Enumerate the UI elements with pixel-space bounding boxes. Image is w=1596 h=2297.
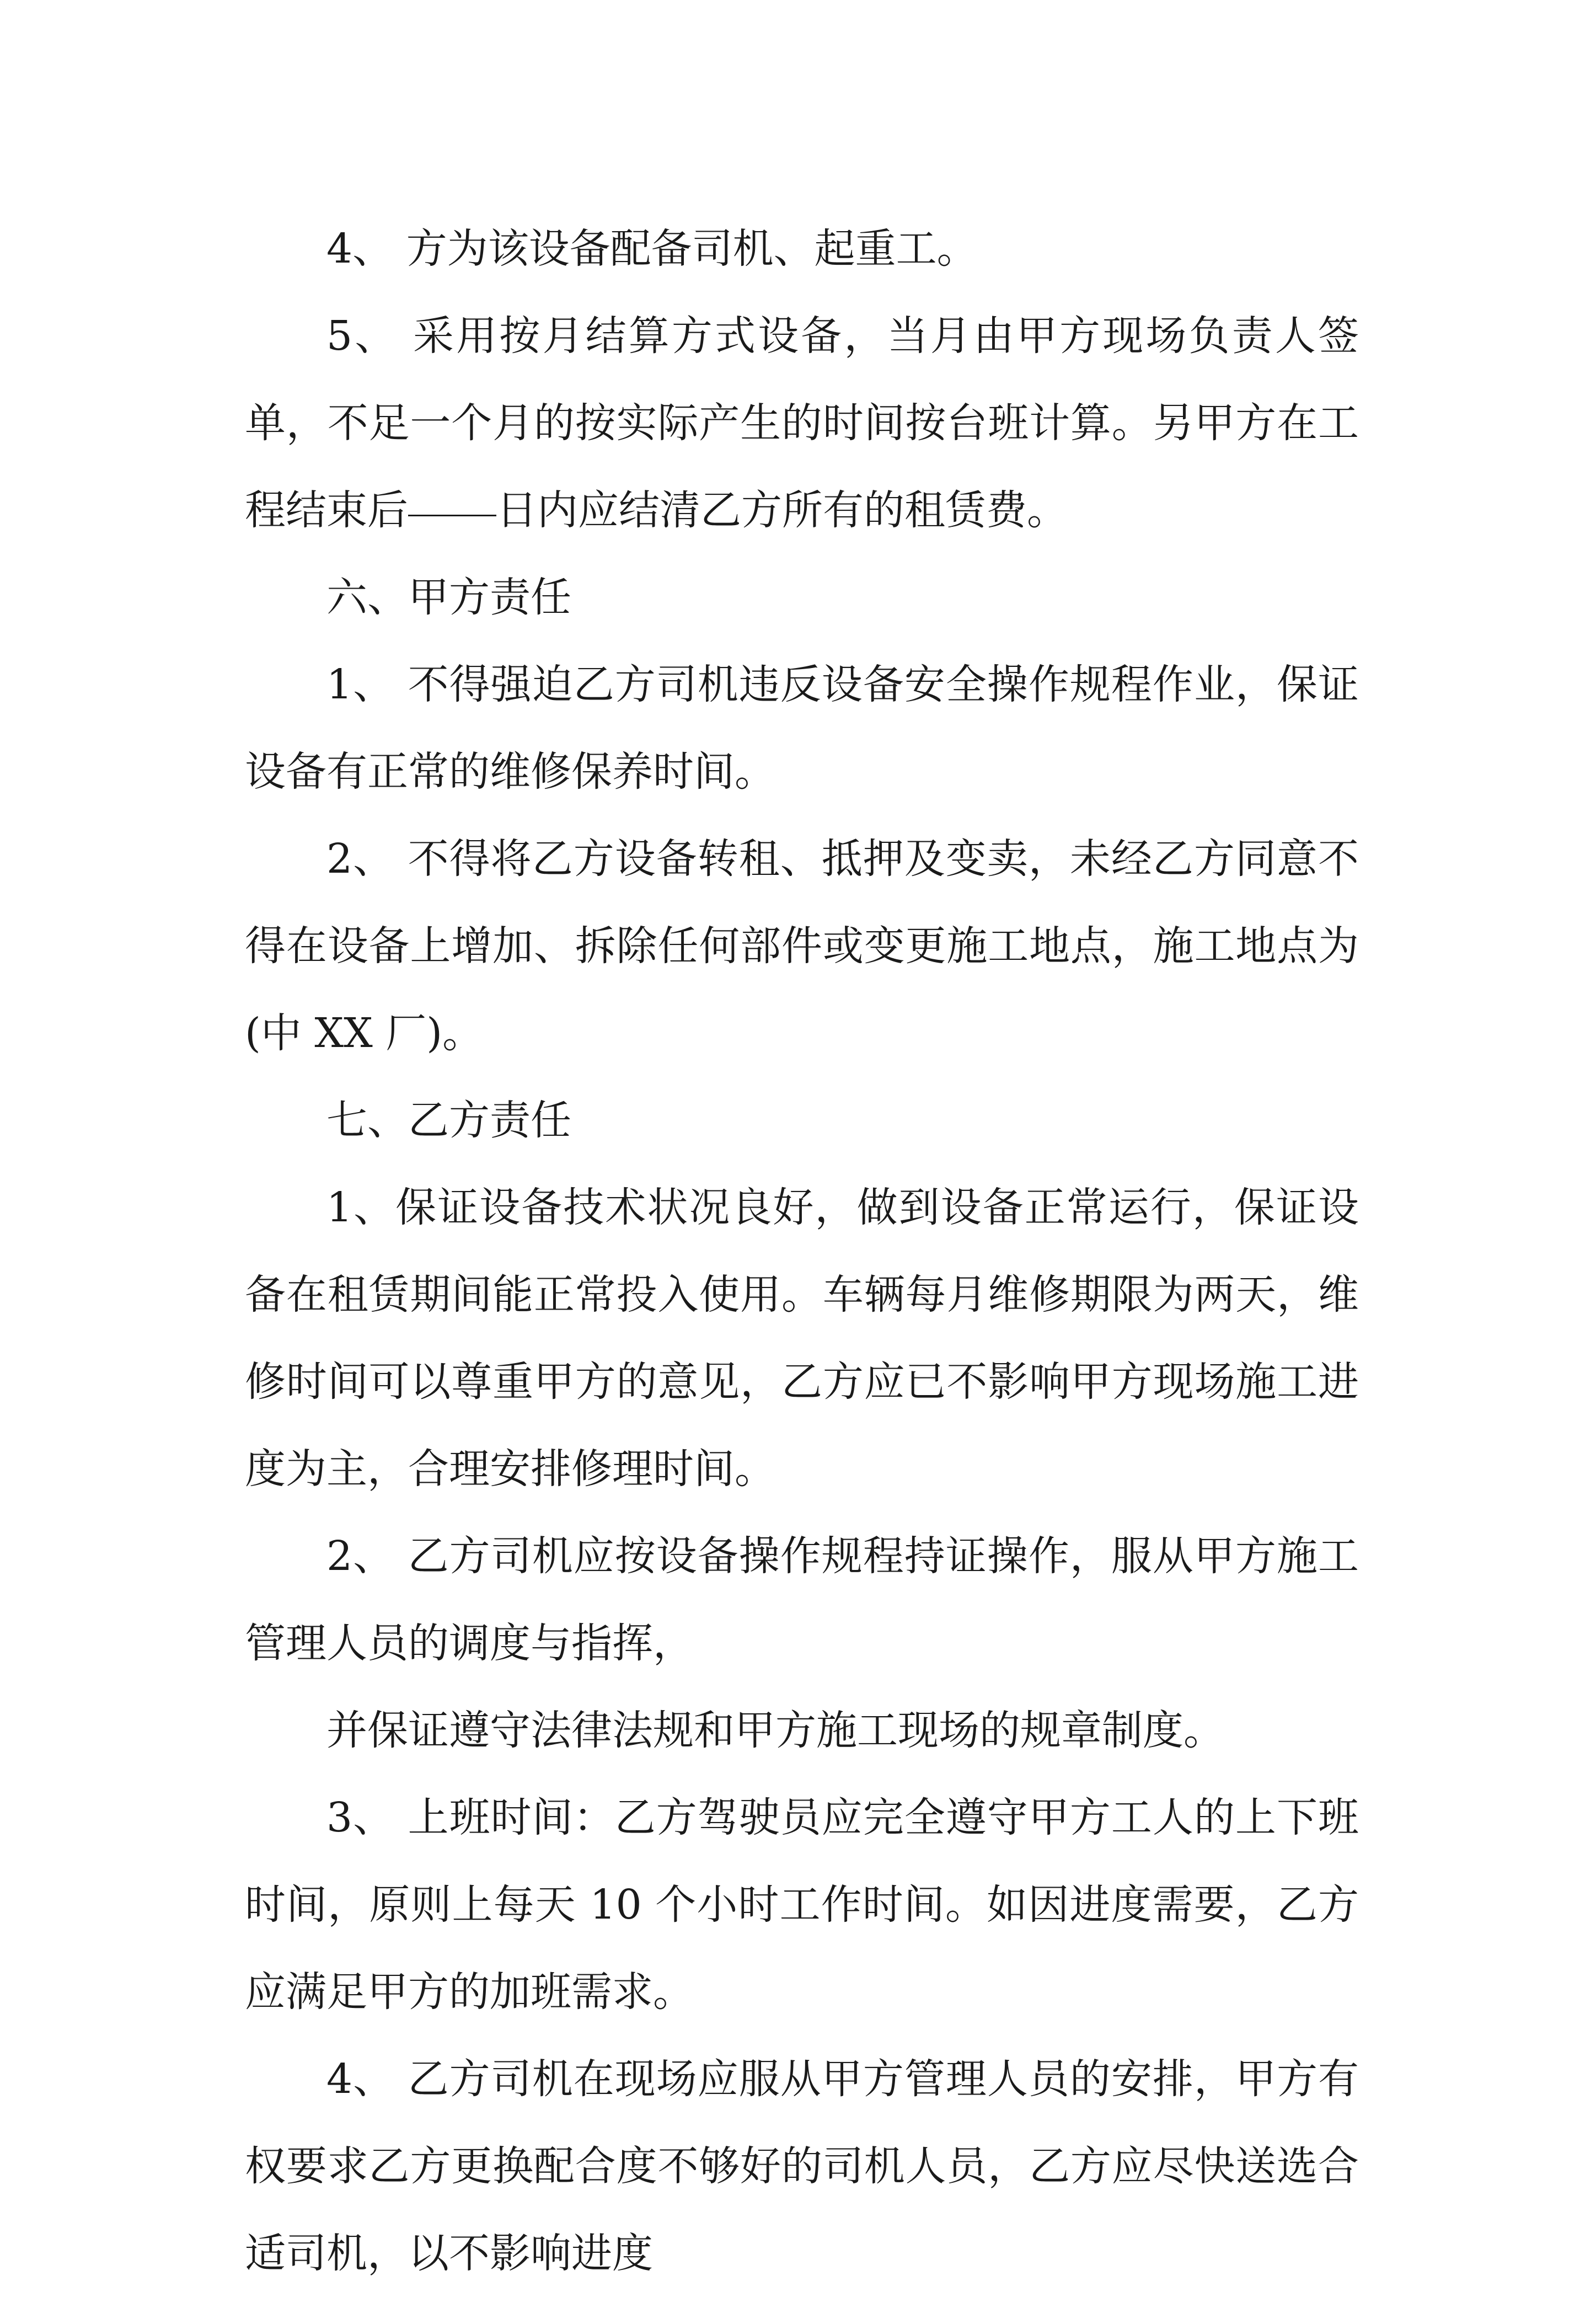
paragraph-party-b-3: 3、 上班时间：乙方驾驶员应完全遵守甲方工人的上下班时间，原则上每天 10 个小时工作时间。如因进度需要，乙方应满足甲方的加班需求。 [245, 1794, 1359, 2016]
paragraph-party-b-2: 2、 乙方司机应按设备操作规程持证操作，服从甲方施工管理人员的调度与指挥， [245, 1532, 1359, 1667]
paragraph-item-4: 4、 方为该设备配备司机、起重工。 [326, 225, 978, 273]
paragraph-party-b-1: 1、保证设备技术状况良好，做到设备正常运行，保证设备在租赁期间能正常投入使用。车辆每月维修期限为两天，维修时间可以尊重甲方的意见，乙方应已不影响甲方现场施工进度为主，合理安排修理时间。 [245, 1184, 1359, 1493]
paragraph-party-b-4: 4、 乙方司机在现场应服从甲方管理人员的安排，甲方有权要求乙方更换配合度不够好的司机人员，乙方应尽快送选合适司机，以不影响进度 [245, 2055, 1359, 2277]
paragraph-item-5-text-after: 日内应结清乙方所有的租赁费。 [496, 487, 1068, 534]
document-body [245, 205, 1359, 2297]
section-heading-party-a: 六、甲方责任 [326, 574, 571, 621]
paragraph-party-a-2: 2、 不得将乙方设备转租、抵押及变卖，未经乙方同意不得在设备上增加、拆除任何部件或变更施工地点，施工地点为(中 XX 厂)。 [245, 835, 1359, 1057]
paragraph-item-5-text-before: 5、 采用按月结算方式设备，当月由甲方现场负责人签单，不足一个月的按实际产生的时间按台班计算。另甲方在工程结束后 [245, 312, 1359, 534]
paragraph-item-5 [245, 292, 1359, 554]
section-heading-party-b: 七、乙方责任 [326, 1097, 571, 1144]
fill-in-blank [408, 514, 496, 516]
paragraph-party-b-2-continued: 并保证遵守法律法规和甲方施工现场的规章制度。 [326, 1707, 1224, 1754]
paragraph-party-a-1: 1、 不得强迫乙方司机违反设备安全操作规程作业，保证设备有正常的维修保养时间。 [245, 661, 1359, 795]
